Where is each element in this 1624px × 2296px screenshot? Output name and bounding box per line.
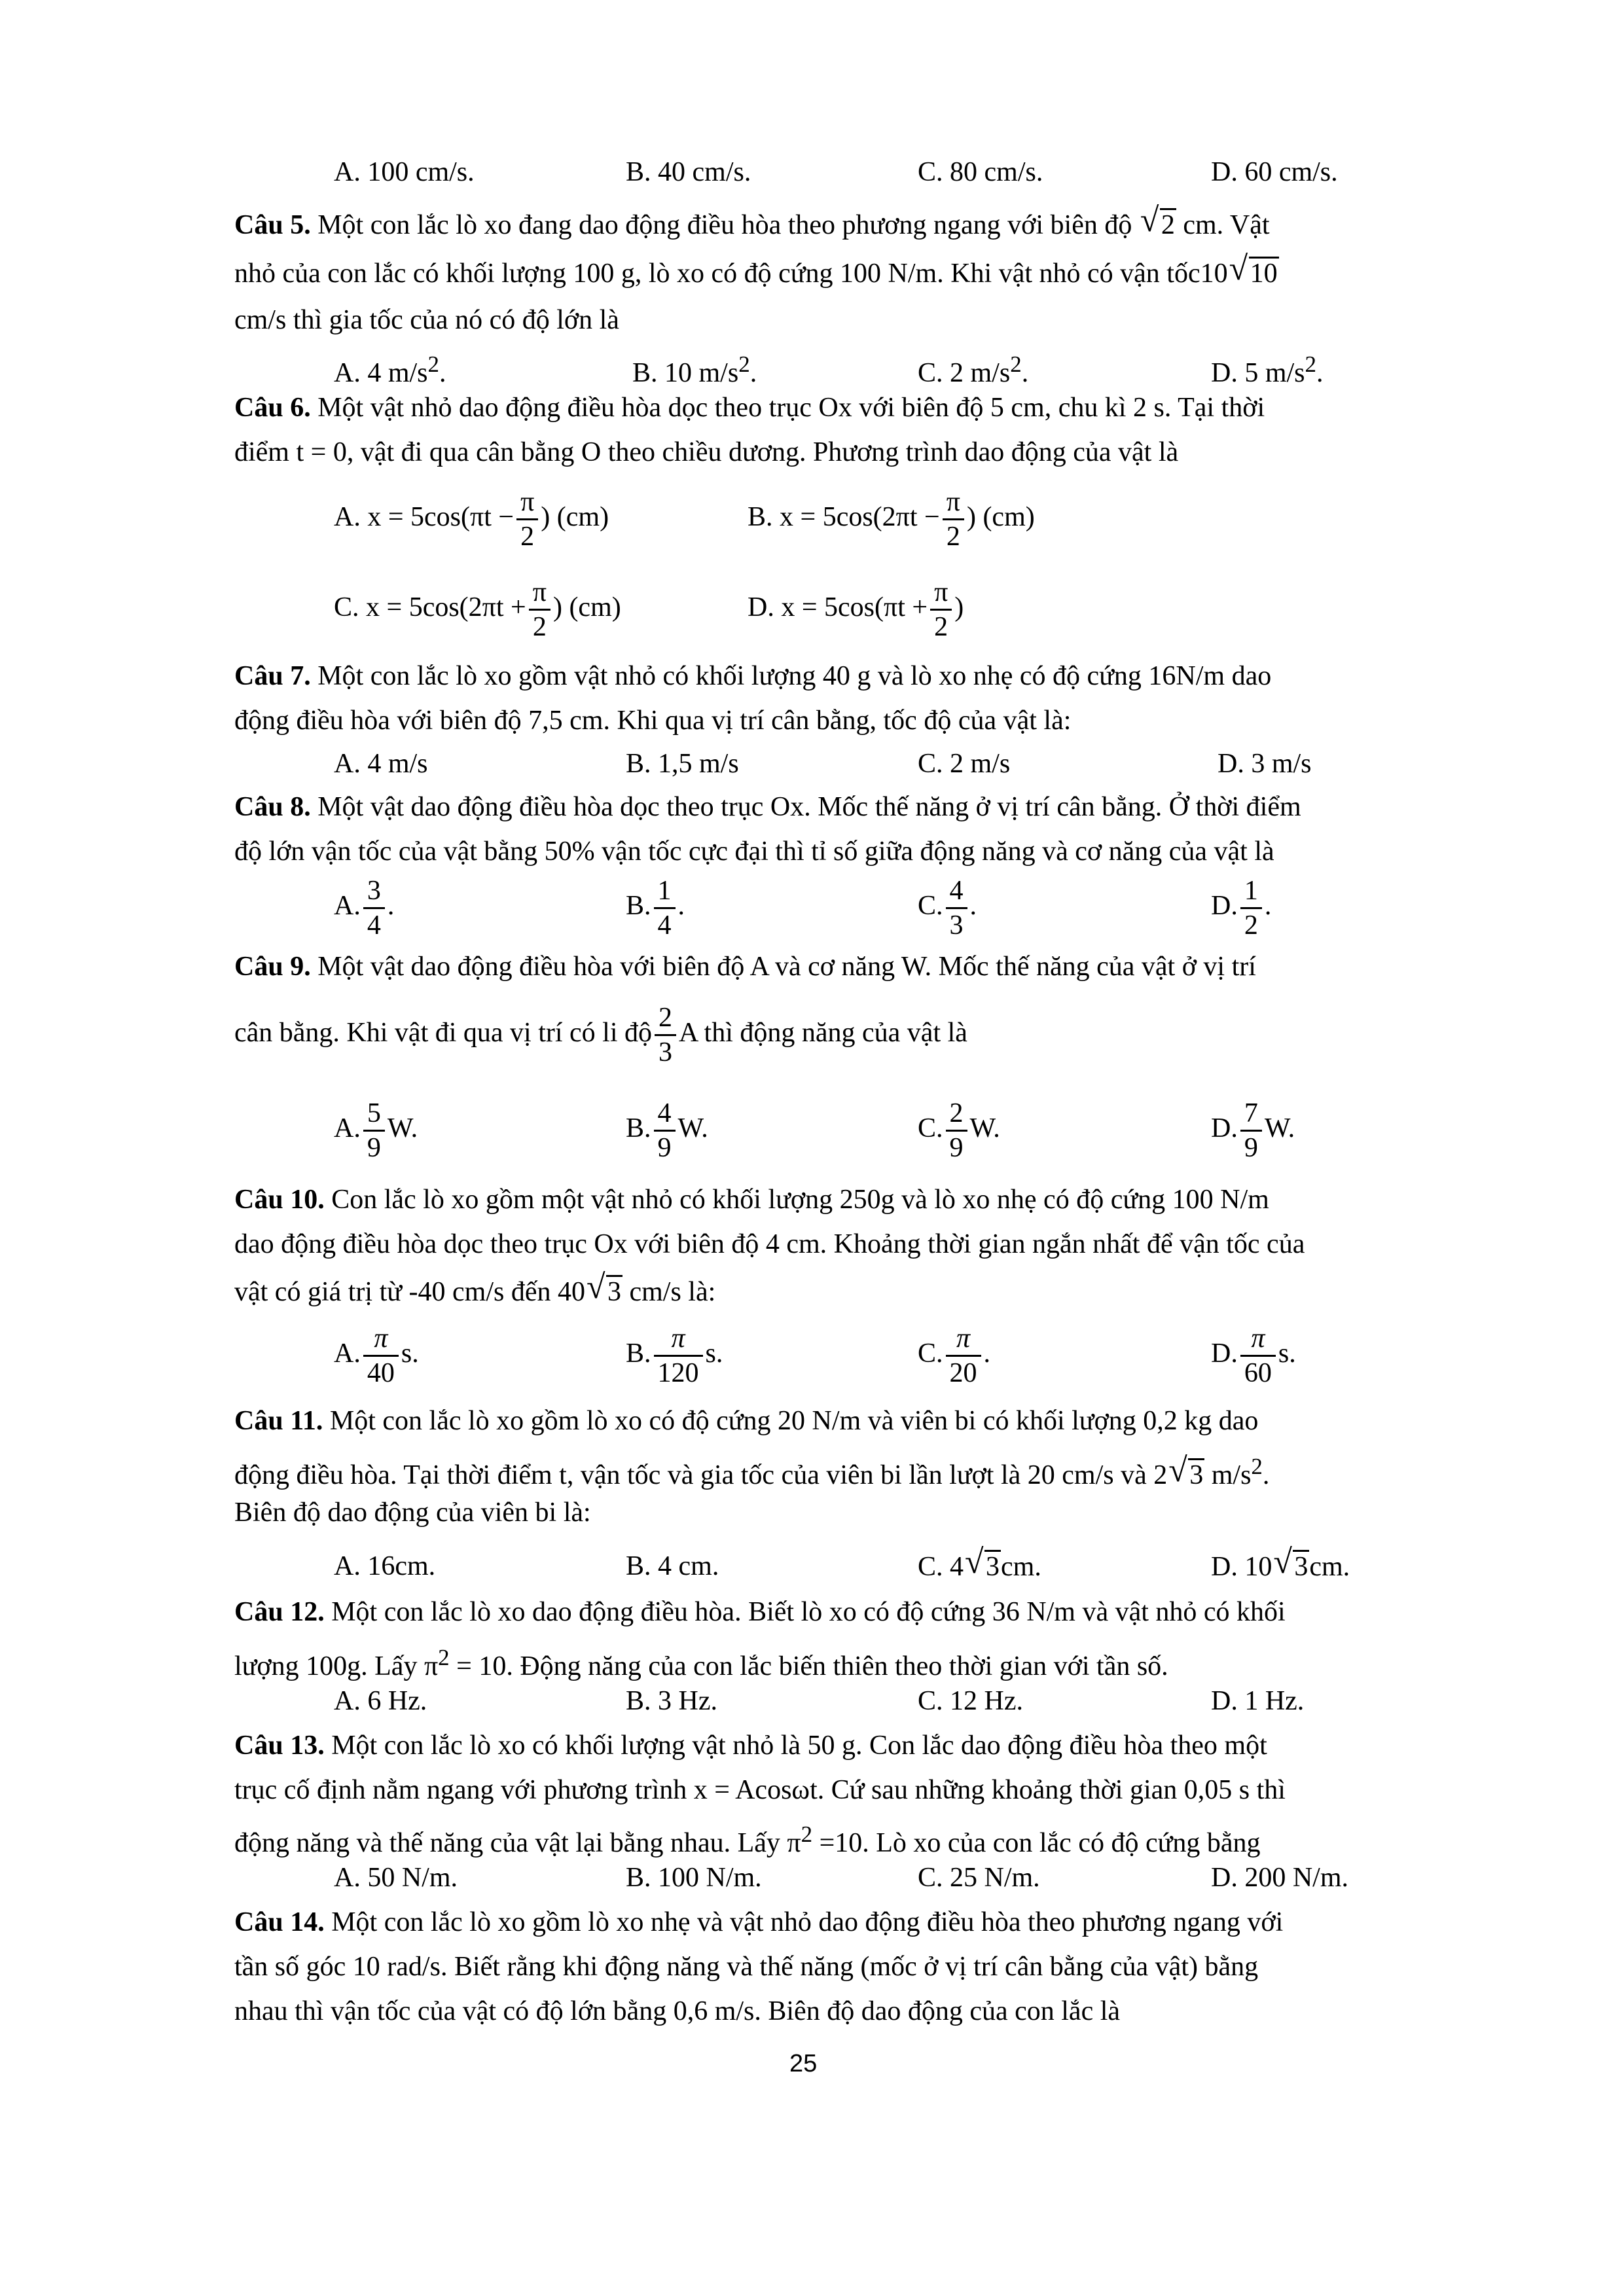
q7-option-b: B. 1,5 m/s — [626, 749, 739, 779]
q10-line-2: dao động điều hòa dọc theo trục Ox với biên độ 4 cm. Khoảng thời gian ngắn nhất để vận tốc của — [234, 1229, 1305, 1259]
q12-line-1: Câu 12. Một con lắc lò xo dao động điều hòa. Biết lò xo có độ cứng 36 N/m và vật nhỏ có khối — [234, 1597, 1286, 1627]
q7-line-2: động điều hòa với biên độ 7,5 cm. Khi qua vị trí cân bằng, tốc độ của vật là: — [234, 706, 1072, 736]
fraction: $\frac{\pi}{2}$ — [529, 576, 550, 643]
fraction: $\frac{5}{9}$ — [363, 1097, 385, 1164]
q9-label: Câu 9. — [234, 952, 311, 982]
q12-option-b: B. 3 Hz. — [626, 1686, 717, 1716]
q12-line-2: lượng 100g. Lấy $\pi^2 = 10$. Động năng của con lắc biến thiên theo thời gian với tần số. — [234, 1645, 1168, 1681]
q8-option-b: B. $\frac{1}{4}$ . — [626, 876, 685, 941]
q11-option-c: C. 4√ 3cm. — [918, 1550, 1041, 1583]
q8-option-d: D. $\frac{1}{2}$ . — [1211, 876, 1272, 941]
q10-line-3: vật có giá trị từ -40 cm/s đến 40√ 3 cm/s là: — [234, 1275, 715, 1308]
sqrt: √ 3 — [965, 1550, 1001, 1583]
q13-line-1: Câu 13. Một con lắc lò xo có khối lượng vật nhỏ là 50 g. Con lắc dao động điều hòa theo một — [234, 1731, 1267, 1761]
fraction: $\frac{\pi}{2}$ — [930, 576, 952, 643]
q11-line-3: Biên độ dao động của viên bi là: — [234, 1498, 591, 1528]
q14-line-2: tần số góc 10 rad/s. Biết rằng khi động năng và thế năng (mốc ở vị trí cân bằng của vật) bằng — [234, 1952, 1259, 1982]
fraction: $\frac{1}{2}$ — [1240, 874, 1262, 942]
q6-option-a: A. x = 5cos(πt − $\frac{\pi}{2}$ ) (cm) — [334, 487, 609, 552]
fraction: $\frac{3}{4}$ — [363, 874, 385, 942]
q5-option-b: B. 10 $m/s^2$. — [632, 351, 757, 388]
q9-line-2: cân bằng. Khi vật đi qua vị trí có li độ $\frac{2}{3}$ A thì động năng của vật là — [234, 1003, 967, 1067]
q6-option-d: D. x = 5cos(πt + $\frac{\pi}{2}$ ) — [748, 577, 964, 642]
q9-option-c: C. $\frac{2}{9}$ W. — [918, 1098, 1000, 1163]
q8-label: Câu 8. — [234, 792, 311, 822]
fraction: $\frac{\pi}{40}$ — [363, 1322, 399, 1390]
q5-line-2: nhỏ của con lắc có khối lượng 100 g, lò xo có độ cứng 100 N/m. Khi vật nhỏ có vận tốc10√ 10 — [234, 257, 1279, 290]
q8-line-2: độ lớn vận tốc của vật bằng 50% vận tốc cực đại thì tỉ số giữa động năng và cơ năng của vật là — [234, 836, 1274, 867]
q6-line-1: Câu 6. Một vật nhỏ dao động điều hòa dọc theo trục Ox với biên độ 5 cm, chu kì 2 s. Tại thời — [234, 393, 1265, 423]
q5-line-3: cm/s thì gia tốc của nó có độ lớn là — [234, 305, 619, 335]
q12-option-d: D. 1 Hz. — [1211, 1686, 1305, 1716]
q7-option-c: C. 2 m/s — [918, 749, 1011, 779]
q13-line-2: trục cố định nằm ngang với phương trình x = Acosωt. Cứ sau những khoảng thời gian 0,05 s thì — [234, 1775, 1286, 1805]
q11-label: Câu 11. — [234, 1406, 323, 1436]
q11-option-b: B. 4 cm. — [626, 1551, 719, 1581]
q8-option-c: C. $\frac{4}{3}$ . — [918, 876, 977, 941]
q11-line-2: động điều hòa. Tại thời điểm t, vận tốc và gia tốc của viên bi lần lượt là 20 cm/s và 2√ 3 $m/s^2$. — [234, 1450, 1269, 1492]
fraction: $\frac{\pi}{120}$ — [654, 1322, 703, 1390]
q5-option-c: C. 2 $m/s^2$. — [918, 351, 1029, 388]
q4-option-b: B. 40 cm/s. — [626, 157, 751, 187]
q6-line-2: điểm t = 0, vật đi qua cân bằng O theo chiều dương. Phương trình dao động của vật là — [234, 437, 1179, 467]
q10-option-b: B. $\frac{\pi}{120}$ s. — [626, 1323, 723, 1388]
fraction: $\frac{\pi}{2}$ — [516, 486, 538, 553]
sqrt: √ 10 — [1229, 257, 1279, 290]
q7-line-1: Câu 7. Một con lắc lò xo gồm vật nhỏ có khối lượng 40 g và lò xo nhẹ có độ cứng 16N/m dao — [234, 661, 1272, 691]
q12-option-c: C. 12 Hz. — [918, 1686, 1023, 1716]
q9-option-d: D. $\frac{7}{9}$ W. — [1211, 1098, 1295, 1163]
fraction: $\frac{\pi}{20}$ — [946, 1322, 981, 1390]
q10-option-d: D. $\frac{\pi}{60}$ s. — [1211, 1323, 1296, 1388]
q12-option-a: A. 6 Hz. — [334, 1686, 427, 1716]
q9-option-a: A. $\frac{5}{9}$ W. — [334, 1098, 418, 1163]
q13-option-a: A. 50 N/m. — [334, 1863, 458, 1893]
q10-option-a: A. $\frac{\pi}{40}$ s. — [334, 1323, 419, 1388]
q5-line-1: Câu 5. Một con lắc lò xo đang dao động điều hòa theo phương ngang với biên độ √ 2 cm. Vật — [234, 208, 1270, 242]
q14-label: Câu 14. — [234, 1907, 325, 1937]
q9-option-b: B. $\frac{4}{9}$ W. — [626, 1098, 708, 1163]
page-number: 25 — [789, 2050, 818, 2077]
q8-line-1: Câu 8. Một vật dao động điều hòa dọc theo trục Ox. Mốc thế năng ở vị trí cân bằng. Ở thời điểm — [234, 792, 1301, 822]
q7-option-d: D. 3 m/s — [1218, 749, 1312, 779]
q4-option-c: C. 80 cm/s. — [918, 157, 1043, 187]
q13-option-d: D. 200 N/m. — [1211, 1863, 1348, 1893]
fraction: $\frac{2}{3}$ — [655, 1001, 676, 1069]
fraction: $\frac{4}{3}$ — [946, 874, 967, 942]
q9-line-1: Câu 9. Một vật dao động điều hòa với biên độ A và cơ năng W. Mốc thế năng của vật ở vị trí — [234, 952, 1256, 982]
q11-option-a: A. 16cm. — [334, 1551, 436, 1581]
q11-line-1: Câu 11. Một con lắc lò xo gồm lò xo có độ cứng 20 N/m và viên bi có khối lượng 0,2 kg dao — [234, 1406, 1259, 1436]
fraction: $\frac{2}{9}$ — [946, 1097, 967, 1164]
q12-label: Câu 12. — [234, 1597, 325, 1627]
fraction: $\frac{\pi}{60}$ — [1240, 1322, 1276, 1390]
sqrt: √ 3 — [1273, 1550, 1309, 1583]
q6-option-b: B. x = 5cos(2πt − $\frac{\pi}{2}$ ) (cm) — [748, 487, 1035, 552]
q11-option-d: D. 10√ 3cm. — [1211, 1550, 1350, 1583]
q5-label: Câu 5. — [234, 210, 311, 240]
q14-line-3: nhau thì vận tốc của vật có độ lớn bằng 0,6 m/s. Biên độ dao động của con lắc là — [234, 1996, 1121, 2026]
q5-option-d: D. 5 $m/s^2$. — [1211, 351, 1324, 388]
q13-option-c: C. 25 N/m. — [918, 1863, 1040, 1893]
sqrt: √ 3 — [1168, 1458, 1204, 1492]
fraction: $\frac{4}{9}$ — [654, 1097, 676, 1164]
sqrt: √ 3 — [586, 1275, 623, 1308]
q6-label: Câu 6. — [234, 393, 311, 423]
q7-option-a: A. 4 m/s — [334, 749, 428, 779]
fraction: $\frac{\pi}{2}$ — [943, 486, 964, 553]
q14-line-1: Câu 14. Một con lắc lò xo gồm lò xo nhẹ và vật nhỏ dao động điều hòa theo phương ngang với — [234, 1907, 1284, 1937]
q7-label: Câu 7. — [234, 661, 311, 691]
q10-line-1: Câu 10. Con lắc lò xo gồm một vật nhỏ có khối lượng 250g và lò xo nhẹ có độ cứng 100 N/m — [234, 1185, 1269, 1215]
q4-option-a: A. 100 cm/s. — [334, 157, 475, 187]
fraction: $\frac{1}{4}$ — [654, 874, 676, 942]
q13-line-3: động năng và thế năng của vật lại bằng nhau. Lấy $\pi^2 =10$. Lò xo của con lắc có độ cứng bằng — [234, 1821, 1261, 1858]
q6-option-c: C. x = 5cos(2πt + $\frac{\pi}{2}$ ) (cm) — [334, 577, 621, 642]
fraction: $\frac{7}{9}$ — [1240, 1097, 1262, 1164]
q10-label: Câu 10. — [234, 1185, 325, 1215]
q8-option-a: A. $\frac{3}{4}$ . — [334, 876, 395, 941]
q13-label: Câu 13. — [234, 1731, 325, 1761]
q10-option-c: C. $\frac{\pi}{20}$ . — [918, 1323, 991, 1388]
q13-option-b: B. 100 N/m. — [626, 1863, 762, 1893]
q5-option-a: A. 4 $m/s^2$. — [334, 351, 446, 388]
sqrt: √ 2 — [1140, 208, 1176, 242]
q4-option-d: D. 60 cm/s. — [1211, 157, 1338, 187]
